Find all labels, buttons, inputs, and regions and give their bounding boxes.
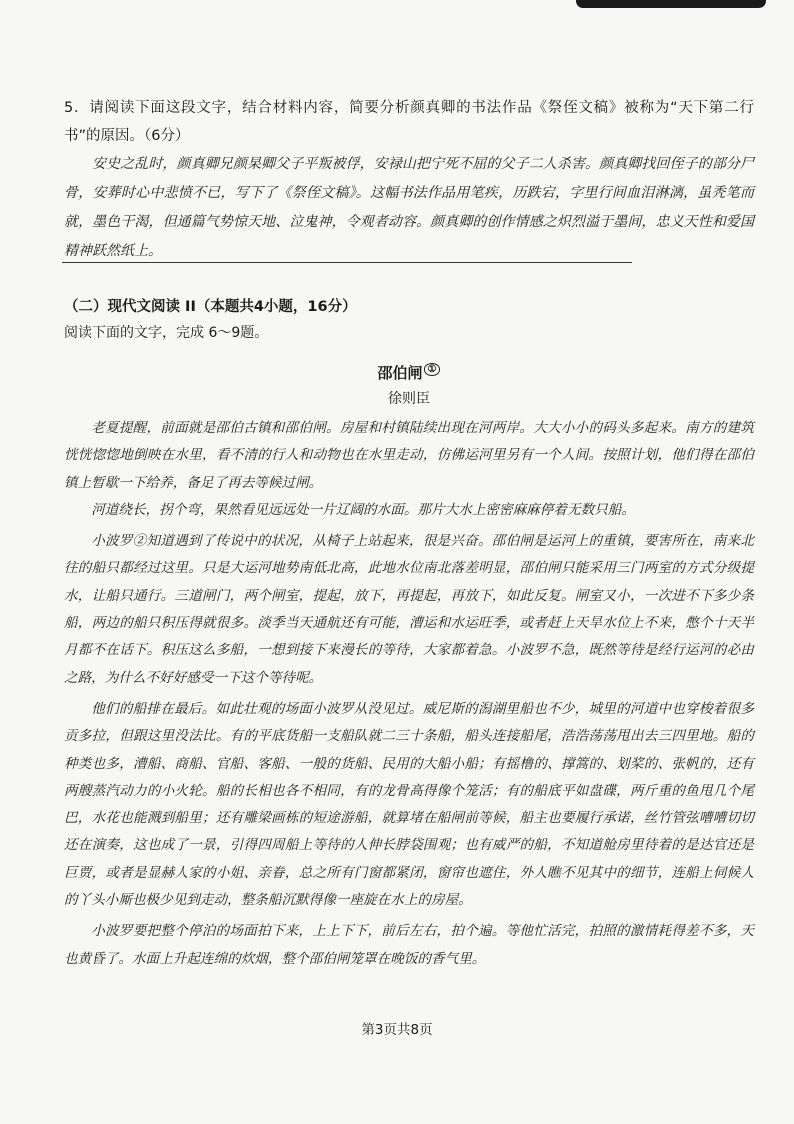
article-title-line — [64, 358, 754, 385]
article-paragraph-2: 河道绕长，拐个弯，果然看见远远处一片辽阔的水面。那片大水上密密麻麻停着无数只船。 — [91, 501, 635, 518]
section-title: （二）现代文阅读 II（本题共4小题，16分） — [64, 299, 357, 315]
article-paragraph-3: 小波罗②知道遇到了传说中的状况，从椅子上站起来，很是兴奋。邵伯闸是运河上的重镇，要害所在，南来北往的船只都经过这里。只是大运河地势南低北高，此地水位南北落差明显，邵伯闸只能采用三门两室的方式分级提水，让船只通行。三道闸门，两个闸室，提起，放下，再提起，再放下，如此反复。闸室又小，一次进不下多少条船，两边的船只积压得就很多。淡季当天通航还有可能，漕运和水运旺季，或者赶上天旱水位上不来，憋个十天半月都不在话下。积压这么多船，一想到接下来漫长的等待，大家都着急。小波罗不急，既然等待是经行运河的必由之路，为什么不好好感受一下这个等待呢。 — [64, 533, 754, 686]
question-5 — [64, 94, 754, 266]
footnote-marker: ① — [424, 363, 441, 376]
page-number: 第3页共8页 — [361, 1022, 433, 1038]
article-paragraph-4: 他们的船排在最后。如此壮观的场面小波罗从没见过。威尼斯的潟湖里船也不少，城里的河道中也穿梭着很多贡多拉，但跟这里没法比。有的平底货船一支船队就二三十条船，船头连接船尾，浩浩荡荡甩出去三四里地。船的种类也多，漕船、商船、官船、客船、一般的货船、民用的大船小船；有摇橹的、撑篙的、划桨的、张帆的，还有两艘蒸汽动力的小火轮。船的长相也各不相同，有的龙骨高得像个笼活；有的船底平如盘碟，两斤重的鱼甩几个尾巴，水花也能溅到船里；还有雕梁画栋的短途游船，就算堵在船闸前等候，船主也要履行承诺，丝竹管弦嘈嘈切切还在演奏，这也成了一景，引得四周船上等待的人伸长脖袋围观；也有威严的船，不知道舱房里待着的是达官还是巨贾，或者是显赫人家的小姐、亲眷，总之所有门窗都紧闭，窗帘也遮住，外人瞧不见其中的细节，连船上伺候人的丫头小厮也极少见到走动，整条船沉默得像一座旋在水上的房屋。 — [64, 700, 754, 909]
article-title: 邵伯闸 — [377, 364, 423, 382]
article-paragraph-1: 老夏提醒，前面就是邵伯古镇和邵伯闸。房屋和村镇陆续出现在河两岸。大大小小的码头多起来。南方的建筑恍恍惚惚地倒映在水里，看不清的行人和动物也在水里走动，仿佛运河里另有一个人间。按照计划，他们得在邵伯镇上暂歇一下给养，备足了再去等候过闸。 — [64, 420, 754, 491]
question-5-prompt: 5．请阅读下面这段文字，结合材料内容，简要分析颜真卿的书法作品《祭侄文稿》被称为“天下第二行书”的原因。（6分） — [64, 100, 754, 144]
section-divider — [62, 262, 632, 263]
article-author: 徐则臣 — [388, 391, 430, 407]
scan-corner-mark — [576, 0, 766, 8]
page-footer — [0, 1020, 794, 1040]
article-body — [64, 415, 754, 973]
article-paragraph-5: 小波罗要把整个停泊的场面拍下来，上上下下，前后左右，拍个遍。等他忙活完，拍照的激情耗得差不多，天也黄昏了。水面上升起连绵的炊烟，整个邵伯闸笼罩在晚饭的香气里。 — [64, 923, 754, 967]
modern-reading-section — [64, 294, 754, 973]
question-5-handwritten-answer: 安史之乱时，颜真卿兄颜杲卿父子平叛被俘，安禄山把宁死不屈的父子二人杀害。颜真卿找回侄子的部分尸骨，安葬时心中悲愤不已，写下了《祭侄文稿》。这幅书法作品用笔疾，历跌宕，字里行间血泪淋漓，虽秃笔而就，墨色干渴，但通篇气势惊天地、泣鬼神，令观者动容。颜真卿的创作情感之炽烈溢于墨间，忠义天性和爱国精神跃然纸上。 — [64, 156, 754, 259]
section-instructions: 阅读下面的文字，完成 6～9题。 — [64, 325, 269, 341]
